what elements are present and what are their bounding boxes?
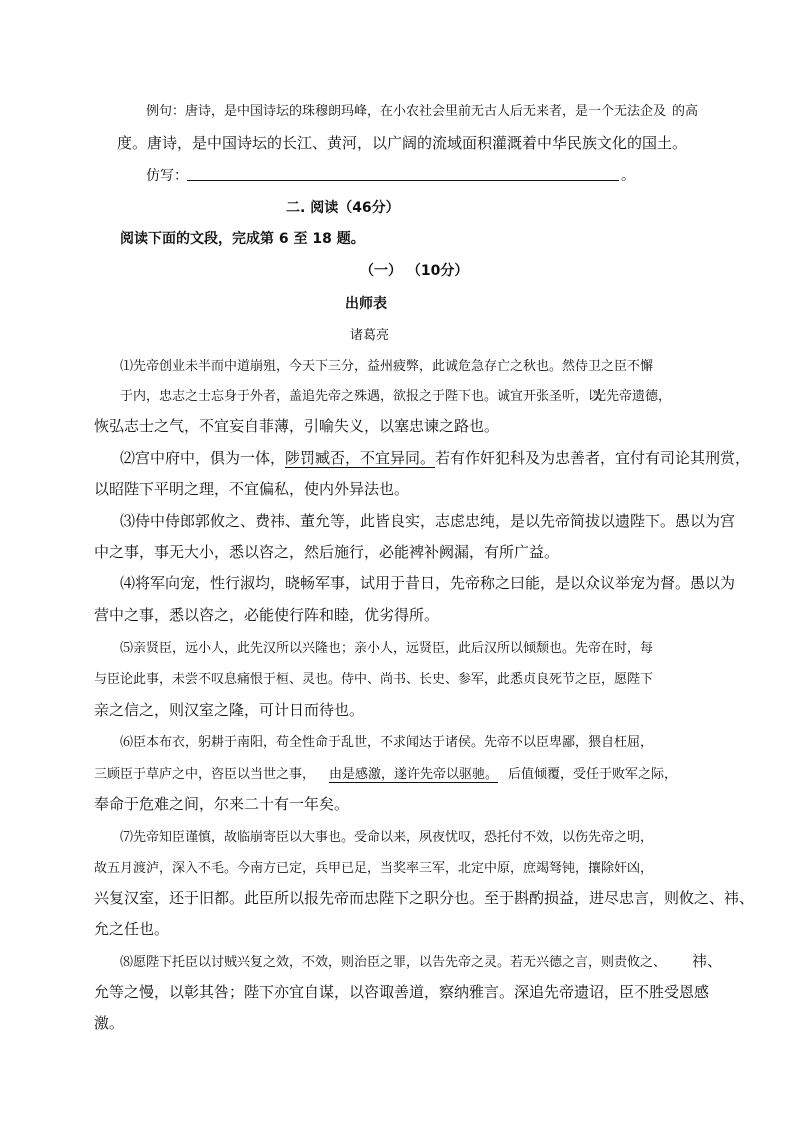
- p1-line-1: ⑴先帝创业未半而中道崩殂，今天下三分，益州疲弊，此诚危急存亡之秋也。然侍卫之臣不懈: [120, 359, 654, 374]
- p7-line-2: 故五月渡泸，深入不毛。今南方已定，兵甲已足，当奖率三军，北定中原，庶竭驽钝，攘除奸凶，: [94, 861, 654, 876]
- p4-line-1: ⑷将军向宠，性行淑均，晓畅军事，试用于昔日，先帝称之曰能，是以众议举宠为督。愚以为: [120, 574, 736, 592]
- p6-line-2b: 后值倾覆，受任于败军之际，: [508, 767, 678, 782]
- example-line-1-end: 的高: [672, 104, 699, 119]
- p2-underlined-phrase: 陟罚臧否，不宜异同。: [285, 449, 436, 467]
- p3-line-2: 中之事，事无大小，悉以咨之，然后施行，必能裨补阙漏，有所广益。: [94, 543, 560, 561]
- p5-line-3: 亲之信之，则汉室之隆，可计日而待也。: [94, 701, 365, 719]
- p3-line-1: ⑶侍中侍郎郭攸之、费祎、董允等，此皆良实，志虑忠纯，是以先帝简拔以遗陛下。愚以为宫: [120, 512, 736, 530]
- p7-line-1: ⑺先帝知臣谨慎，故临崩寄臣以大事也。受命以来，夙夜忧叹，恐托付不效，以伤先帝之明，: [120, 830, 654, 845]
- p8-line-1b: 祎、: [692, 952, 723, 970]
- section-heading: 二. 阅读（46分）: [286, 200, 400, 216]
- imitate-end: 。: [621, 168, 635, 184]
- p7-line-4: 允之任也。: [94, 920, 170, 938]
- p1-line-2b: 光先帝遗德，: [593, 389, 672, 404]
- p5-line-1: ⑸亲贤臣，远小人，此先汉所以兴隆也；亲小人，远贤臣，此后汉所以倾颓也。先帝在时，每: [120, 641, 654, 656]
- part-heading: （一） （10分）: [360, 263, 469, 279]
- p4-line-2: 营中之事，悉以咨之，必能使行阵和睦，优劣得所。: [94, 606, 440, 624]
- p2-line-2: 以昭陛下平明之理，不宜偏私，使内外异法也。: [94, 480, 410, 498]
- section-instruction: 阅读下面的文段，完成第 6 至 18 题。: [120, 231, 365, 247]
- p2-line-1a: ⑵宫中府中，俱为一体，: [120, 449, 286, 467]
- p8-line-1a: ⑻愿陛下托臣以讨贼兴复之效，不效，则治臣之罪，以告先帝之灵。若无兴德之言，则责攸之、: [120, 955, 667, 970]
- p8-line-3: 激。: [94, 1014, 125, 1032]
- p5-line-2: 与臣论此事，未尝不叹息痛恨于桓、灵也。侍中、尚书、长史、参军，此悉贞良死节之臣，愿陛下: [94, 672, 654, 687]
- imitate-label: 仿写：: [146, 168, 188, 184]
- p2-line-1: [120, 447, 750, 468]
- example-line-1: 例句：唐诗，是中国诗坛的珠穆朗玛峰，在小农社会里前无古人后无来者，是一个无法企及: [146, 104, 667, 119]
- essay-title: 出师表: [345, 296, 387, 312]
- p6-underlined-phrase: 由是感激，遂许先帝以驱驰。: [329, 767, 499, 782]
- p8-line-2: 允等之慢，以彰其咎；陛下亦宜自谋，以咨诹善道，察纳雅言。深追先帝遗诏，臣不胜受恩感: [94, 983, 710, 1001]
- p7-line-3: 兴复汉室，还于旧都。此臣所以报先帝而忠陛下之职分也。至于斟酌损益，进尽忠言，则攸之、祎、: [94, 889, 755, 907]
- example-line-2: 度。唐诗，是中国诗坛的长江、黄河，以广阔的流域面积灌溉着中华民族文化的国土。: [117, 134, 688, 152]
- p1-line-3: 恢弘志士之气，不宜妄自菲薄，引喻失义，以塞忠谏之路也。: [94, 417, 500, 435]
- essay-author: 诸葛亮: [350, 328, 390, 343]
- p6-line-2: [94, 763, 677, 782]
- p2-line-1b: 若有作奸犯科及为忠善者，宜付有司论其刑赏，: [435, 449, 751, 467]
- p1-line-2a: 于内，忠志之士忘身于外者，盖追先帝之殊遇，欲报之于陛下也。诚宜开张圣听，以: [120, 389, 602, 404]
- p6-line-2a: 三顾臣于草庐之中，咨臣以当世之事，: [94, 767, 316, 782]
- p6-line-3: 奉命于危难之间，尔来二十有一年矣。: [94, 795, 350, 813]
- imitate-blank-line[interactable]: [187, 180, 619, 181]
- p6-line-1: ⑹臣本布衣，躬耕于南阳，苟全性命于乱世，不求闻达于诸侯。先帝不以臣卑鄙，猥自枉屈，: [120, 735, 654, 750]
